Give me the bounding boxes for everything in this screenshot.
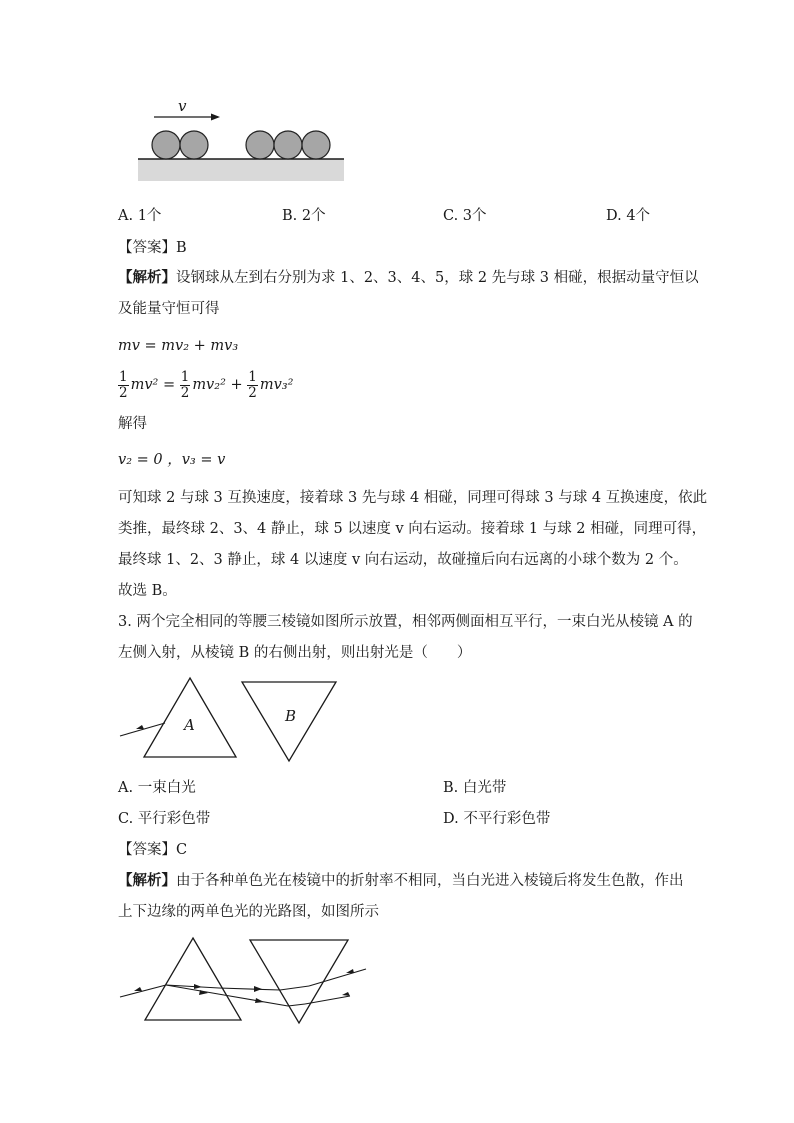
ray-inside-b-1: [280, 986, 309, 990]
prism-b-path: [250, 940, 348, 1023]
solution-result: v₂ = 0 ，v₃ = v: [118, 452, 226, 468]
fraction-half-3: $\frac{1}{2}$: [248, 368, 257, 401]
prisms-figure: [112, 672, 352, 772]
q2-paragraph-3: 最终球 1、2、3 静止，球 4 以速度 v 向右运动，故碰撞后向右远离的小球个数为 2 个。: [118, 552, 688, 568]
q3-analysis-text-1: 由于各种单色光在棱镜中的折射率不相同，当白光进入棱镜后将发生色散，作出: [176, 873, 684, 889]
arrow-inside-a-2: [199, 990, 208, 995]
ground: [138, 159, 344, 181]
arrow-gap-2: [255, 998, 264, 1003]
prism-b-label: B: [285, 707, 297, 725]
incident-arrow-path: [134, 987, 142, 991]
ball-4: [274, 131, 302, 159]
q3-option-c: C. 平行彩色带: [118, 811, 211, 827]
energy-term-2: mv₃²: [259, 377, 294, 393]
exit-arrow-1: [346, 969, 354, 973]
q2-option-c: C. 3个: [443, 208, 487, 224]
ball-2: [180, 131, 208, 159]
ball-5: [302, 131, 330, 159]
q2-analysis-tag: 【解析】: [118, 269, 176, 286]
incident-ray-arrow: [136, 725, 144, 729]
q2-option-d: D. 4个: [606, 208, 651, 224]
q3-option-a: A. 一束白光: [118, 780, 196, 796]
arrow-gap-1: [254, 986, 262, 992]
q2-paragraph-4: 故选 B。: [118, 583, 177, 599]
ball-1: [152, 131, 180, 159]
fraction-half-1: $\frac{1}{2}$: [119, 368, 128, 401]
q3-answer: 【答案】C: [118, 842, 188, 858]
exit-ray-2: [305, 996, 350, 1004]
q2-option-b: B. 2个: [282, 208, 326, 224]
q3-option-b: B. 白光带: [443, 780, 507, 796]
solve-label: 解得: [118, 416, 147, 432]
ray-gap-1: [219, 988, 280, 990]
q2-analysis-text-1: 设钢球从左到右分别为求 1、2、3、4、5，球 2 先与球 3 相碰，根据动量守恒以: [176, 270, 699, 286]
velocity-arrowhead: [211, 114, 220, 121]
prism-a-path: [145, 938, 241, 1020]
ray-inside-b-2: [288, 1004, 305, 1006]
q3-stem-1: 3. 两个完全相同的等腰三棱镜如图所示放置，相邻两侧面相互平行，一束白光从棱镜 A 的: [118, 614, 693, 630]
energy-term-1: mv₂² +: [192, 377, 243, 393]
q2-analysis-line-2: 及能量守恒可得: [118, 301, 220, 317]
light-path-figure: [112, 932, 374, 1026]
q3-analysis-line-1: [118, 871, 684, 891]
equation-momentum: mv = mv₂ + mv₃: [118, 338, 239, 354]
q2-analysis-line-1: [118, 268, 699, 288]
q3-analysis-line-2: 上下边缘的两单色光的光路图，如图所示: [118, 904, 379, 920]
exit-arrow-2: [342, 992, 350, 996]
q2-paragraph-2: 类推，最终球 2、3、4 静止，球 5 以速度 v 向右运动。接着球 1 与球 2 相碰，同理可得，: [118, 521, 707, 537]
ball-3: [246, 131, 274, 159]
exit-ray-1: [309, 969, 366, 986]
incident-ray: [120, 723, 165, 736]
q3-analysis-tag: 【解析】: [118, 872, 176, 889]
q2-answer: 【答案】B: [118, 240, 187, 256]
balls-figure: [130, 95, 350, 187]
fraction-half-2: $\frac{1}{2}$: [180, 368, 190, 401]
q3-stem-2: 左侧入射，从棱镜 B 的右侧出射，则出射光是（ ）: [118, 645, 472, 661]
q2-paragraph-1: 可知球 2 与球 3 互换速度，接着球 3 先与球 4 相碰，同理可得球 3 与球 4 互换速度，依此: [118, 490, 708, 506]
prism-a-label: A: [184, 716, 195, 734]
velocity-label: v: [178, 97, 187, 115]
energy-lhs: mv² =: [130, 377, 176, 393]
q3-option-d: D. 不平行彩色带: [443, 811, 551, 827]
q2-option-a: A. 1个: [118, 208, 162, 224]
equation-energy: [118, 369, 293, 401]
